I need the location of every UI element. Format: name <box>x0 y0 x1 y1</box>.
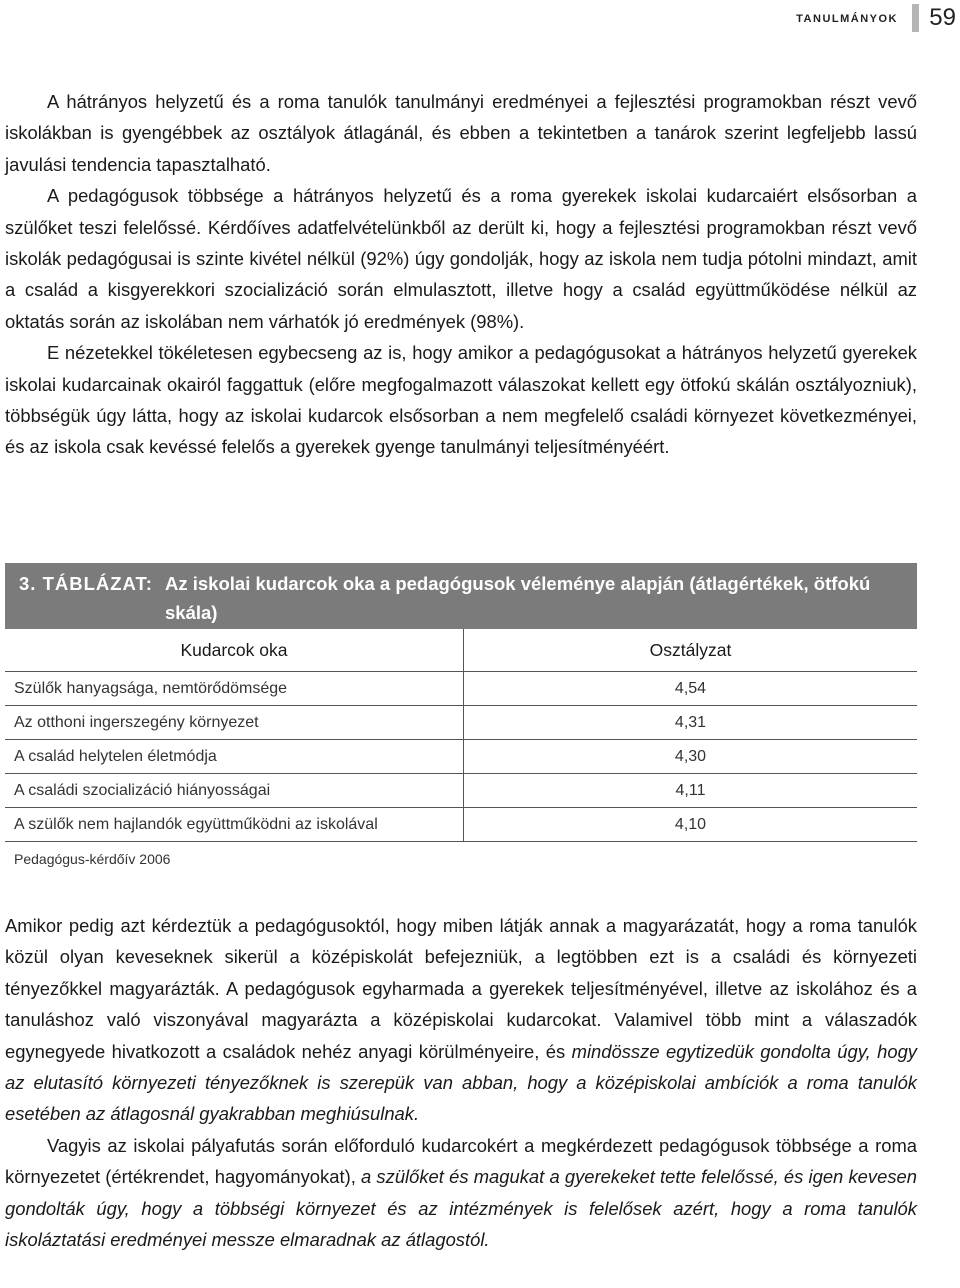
running-head: tanulmányok <box>796 9 898 26</box>
table-row <box>5 706 917 740</box>
row-score: 4,31 <box>464 706 918 740</box>
row-reason: A családi szocializáció hiányosságai <box>5 774 464 808</box>
table-source: Pedagógus-kérdőív 2006 <box>14 851 171 867</box>
data-table <box>5 629 917 842</box>
table-title <box>5 563 917 629</box>
row-score: 4,10 <box>464 808 918 842</box>
table-row <box>5 808 917 842</box>
page-header <box>0 0 960 40</box>
table-header-row <box>5 629 917 672</box>
row-reason: Szülők hanyagsága, nemtörődömsége <box>5 672 464 706</box>
paragraph-text: Amikor pedig azt kérdeztük a pedagógusoktól, hogy miben látják annak a magyarázatát, hogy a roma tanulók közül olyan keveseknek sikerül a középiskolát befejezniük, a legtöbben ezt is a családi és környezeti tényezőkkel magyarázták. A pedagógusok egyharmada a gyerekek teljesítményével, illetve az iskolához és a tanuláshoz való viszonyával magyarázta a középiskolai kudarcokat. Valamivel több mint a válaszadók egynegyede hivatkozott a családok nehéz anyagi körülményeire, és <box>5 915 917 1062</box>
table-3 <box>5 563 917 867</box>
row-reason: A szülők nem hajlandók együttműködni az iskolával <box>5 808 464 842</box>
table-caption: Az iskolai kudarcok oka a pedagógusok véleménye alapján (átlagértékek, ötfokú skála) <box>165 573 871 623</box>
row-reason: Az otthoni ingerszegény környezet <box>5 706 464 740</box>
paragraph <box>5 910 917 1130</box>
row-score: 4,54 <box>464 672 918 706</box>
table-row <box>5 672 917 706</box>
table-row <box>5 740 917 774</box>
header-rule <box>912 4 919 32</box>
paragraph: A pedagógusok többsége a hátrányos helyzetű és a roma gyerekek iskolai kudarcaiért elsősorban a szülőket teszi felelőssé. Kérdőíves adatfelvételünkből az derült ki, hogy a fejlesztési programokban részt vevő iskolák pedagógusai is szinte kivétel nélkül (92%) úgy gondolják, hogy az iskola nem tudja pótolni mindazt, amit a család a kisgyerekkori szocializáció során elmulasztott, illetve hogy a család együttműködése nélkül az oktatás során az iskolában nem várhatók jó eredmények (98%). <box>5 185 917 332</box>
paragraph: A hátrányos helyzetű és a roma tanulók tanulmányi eredményei a fejlesztési programokban részt vevő iskolákban is gyengébbek az osztályok átlagánál, és ebben a tekintetben a tanárok szerint legfeljebb lassú javulási tendencia tapasztalható. <box>5 91 917 175</box>
top-text-block <box>5 86 917 463</box>
italic-text: a szülőket és magukat a gyerekeket tette felelőssé, és igen kevesen gondolták úgy, hogy a többségi környezet és az intézmények is felelősek azért, hogy a roma tanulók iskoláztatási eredményei messze elmaradnak az átlagostól. <box>5 1166 917 1251</box>
column-header-score: Osztályzat <box>464 629 918 672</box>
row-score: 4,11 <box>464 774 918 808</box>
table-number: 3. TÁBLÁZAT: <box>19 573 153 594</box>
column-header-reason: Kudarcok oka <box>5 629 464 672</box>
row-reason: A család helytelen életmódja <box>5 740 464 774</box>
paragraph: E nézetekkel tökéletesen egybecseng az is, hogy amikor a pedagógusokat a hátrányos helyzetű gyerekek iskolai kudarcainak okairól faggattuk (előre megfogalmazott válaszokat kellett egy ötfokú skálán osztályozniuk), többségük úgy látta, hogy az iskolai kudarcok elsősorban a nem megfelelő családi környezet következményei, és az iskola csak kevéssé felelős a gyerekek gyenge tanulmányi teljesítményéért. <box>5 342 917 458</box>
bottom-text-block <box>5 910 917 1255</box>
italic-text: mindössze egytizedük gondolta úgy, hogy az elutasító környezeti tényezőknek is szerepük van abban, hogy a középiskolai ambíciók a roma tanulók esetében az átlagosnál gyakrabban meghiúsulnak. <box>5 1040 917 1125</box>
page-number: 59 <box>929 4 956 31</box>
table-row <box>5 774 917 808</box>
row-score: 4,30 <box>464 740 918 774</box>
paragraph-text: Vagyis az iskolai pályafutás során előforduló kudarcokért a megkérdezett pedagógusok többsége a roma környezetet (értékrendet, hagyományokat), <box>5 1134 917 1188</box>
paragraph <box>5 1130 917 1256</box>
